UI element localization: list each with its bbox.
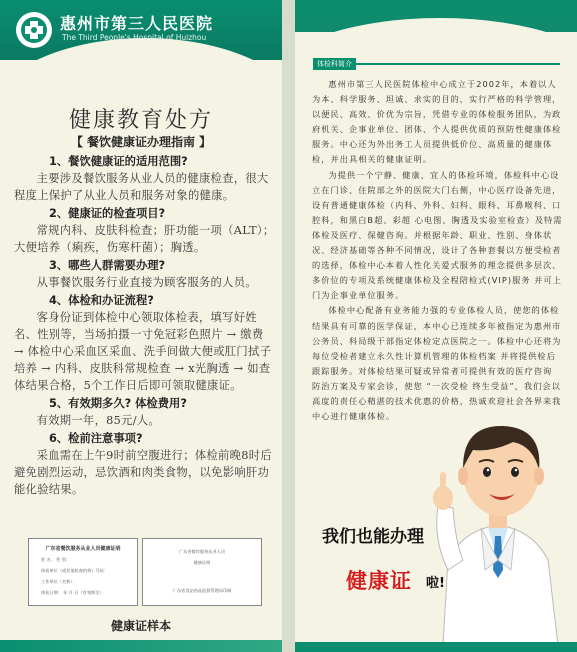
faq-heading: 6、检前注意事项? xyxy=(49,432,143,445)
health-certificate-front: 广东省餐饮服务从业人员健康证明 姓 名： 性 别： 体检单位（或其他检查机构）号码： 工作单位（名称）： 体检日期： 年 月 日（有效期至） xyxy=(28,538,138,606)
intro-paragraph: 惠州市第三人民医院体检中心成立于2002年，本着以人为本、科学服务、坦诚、求实的目的，实行严格的科学管理，以便民、高效、价优为宗旨，凭借专业的体检服务团队，为政府机关、企事业单位、团体、个人提供优质的预防性健康体检服务。中心还为外出务工人员提供低价位、高质量的健康体检，并出具相关的健康证明。 xyxy=(312,79,562,165)
page-title: 健康教育处方 xyxy=(68,108,213,133)
right-poster xyxy=(295,0,577,652)
left-poster xyxy=(0,0,282,652)
intro-text xyxy=(312,77,564,424)
slogan-highlight: 健康证 xyxy=(346,569,412,593)
divider xyxy=(355,63,560,65)
doctor-illustration-icon xyxy=(423,410,573,645)
hospital-name-cn: 惠州市第三人民医院 xyxy=(60,14,214,33)
faq-list xyxy=(14,152,276,498)
faq-heading: 4、体检和办证流程? xyxy=(49,294,154,307)
intro-paragraph: 为提供一个宁静、健康、宜人的体检环境，体检科中心设立在门诊、住院部之外的医院大门右侧，中心医疗设备先进，设有普通健康体检（内科、外科、妇科、眼科、耳鼻喉科、口腔科，和黑白B超、彩超 心电图、胸透及实验室检查）及特需体检及医疗、保健咨询。并根据年龄、职业、性别、身体状况、经济基础等各种不同情况，设计了各种套餐以方便受检者的选择，体检中心本着人性化关爱式服务的理念提供多层次、多价位的专项及系统健康体检及全程陪检式(VIP)服务 并可上门为企事业单位服务。 xyxy=(312,169,563,301)
sample-label: 健康证样本 xyxy=(110,619,171,633)
faq-text: 从事餐饮服务行业直接为顾客服务的人员。 xyxy=(36,276,257,289)
hospital-name-en: The Third People's Hospital of Huizhou xyxy=(62,33,207,42)
hospital-logo-icon xyxy=(16,12,52,48)
faq-text: 常规内科、皮肤科检查；肝功能一项（ALT）；大便培养（痢疾，伤寒杆菌）；胸透。 xyxy=(14,224,275,254)
faq-heading: 3、哪些人群需要办理? xyxy=(49,259,166,272)
footer-band xyxy=(0,640,282,652)
faq-heading: 1、餐饮健康证的适用范围? xyxy=(49,155,188,168)
intro-paragraph: 体检中心配备有业务能力强的专业体检人员，使您的体检结果具有可靠的医学保证，本中心已连续多年被指定为惠州市公务员、科局级干部指定体检定点医院之一。体检中心还将为每位受检者建立永久性计算机管理的体检档案 并将提供检后跟踪服务。对体检结果可疑或异常者可提供有效的医疗咨询 防治方案及专家会诊，使您 “一次受检 终生受益”，我们会以高度的责任心精湛的技术优惠的价格，热诚欢迎社会各界来我中心进行健康体检。 xyxy=(312,305,562,422)
slogan-line: 我们也能办理 xyxy=(322,527,424,547)
faq-text: 主要涉及餐饮服务从业人员的健康检查，很大程度上保护了从业人员和服务对象的健康。 xyxy=(14,172,269,202)
faq-heading: 2、健康证的检查项目? xyxy=(49,207,166,220)
page-subtitle: 【 餐饮健康证办理指南 】 xyxy=(70,135,212,149)
faq-text: 有效期一年，85元/人。 xyxy=(36,414,161,427)
faq-text: 采血需在上午9时前空腹进行；体检前晚8时后避免剧烈运动，忌饮酒和肉类食物，以免影响肝功能化验结果。 xyxy=(14,449,272,496)
section-tag: 体检科简介 xyxy=(313,58,356,70)
faq-text: 客身份证到体检中心领取体检表，填写好姓名、性别等，当场拍摄一寸免冠彩色照片 → 缴费 → 体检中心采血区采血、洗手间做大便或肛门拭子培养 → 内科、皮肤科常规检查 → x光胸透 → 如查体结果合格，5个工作日后即可领取健康证。 xyxy=(14,311,272,392)
health-certificate-cover: 广东省餐饮服务从业人员 健康证明 广东省食品药品监督管理局印制 xyxy=(142,538,262,606)
slogan-tail: 啦! xyxy=(426,576,445,591)
footer-band xyxy=(295,642,577,652)
faq-heading: 5、有效期多久? 体检费用? xyxy=(49,397,187,410)
